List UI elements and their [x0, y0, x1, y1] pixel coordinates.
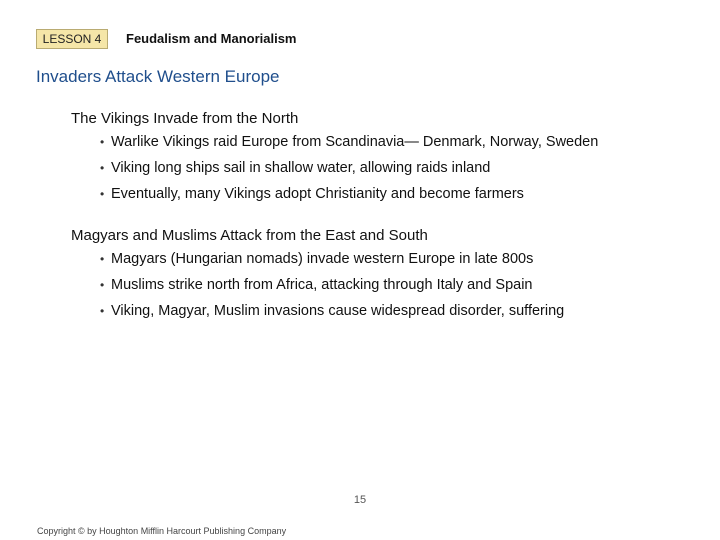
bullet-icon: •	[100, 304, 105, 318]
section-heading: The Vikings Invade from the North	[71, 110, 299, 127]
bullet-icon: •	[100, 135, 105, 149]
bullet-item	[71, 298, 564, 324]
section-heading: Magyars and Muslims Attack from the East and South	[71, 227, 428, 244]
bullet-list	[71, 129, 598, 207]
copyright-notice: Copyright © by Houghton Mifflin Harcourt Publishing Company	[37, 526, 287, 536]
bullet-text: Warlike Vikings raid Europe from Scandinavia— Denmark, Norway, Sweden	[111, 134, 599, 150]
bullet-text: Viking long ships sail in shallow water, allowing raids inland	[111, 160, 491, 176]
slide-title: Invaders Attack Western Europe	[36, 67, 280, 86]
bullet-text: Magyars (Hungarian nomads) invade western Europe in late 800s	[111, 251, 534, 267]
bullet-item	[71, 129, 598, 155]
bullet-item	[71, 181, 598, 207]
bullet-icon: •	[100, 187, 105, 201]
bullet-icon: •	[100, 252, 105, 266]
bullet-text: Viking, Magyar, Muslim invasions cause widespread disorder, suffering	[111, 303, 565, 319]
section-vikings	[71, 109, 598, 207]
lesson-title: Feudalism and Manorialism	[126, 31, 297, 46]
bullet-text: Eventually, many Vikings adopt Christianity and become farmers	[111, 186, 524, 202]
page-number: 15	[353, 494, 367, 506]
bullet-item	[71, 246, 564, 272]
bullet-item	[71, 155, 598, 181]
lesson-badge: LESSON 4	[36, 29, 108, 49]
bullet-icon: •	[100, 161, 105, 175]
bullet-list	[71, 246, 564, 324]
bullet-item	[71, 272, 564, 298]
bullet-text: Muslims strike north from Africa, attacking through Italy and Spain	[111, 277, 533, 293]
section-magyars-muslims	[71, 226, 564, 324]
bullet-icon: •	[100, 278, 105, 292]
